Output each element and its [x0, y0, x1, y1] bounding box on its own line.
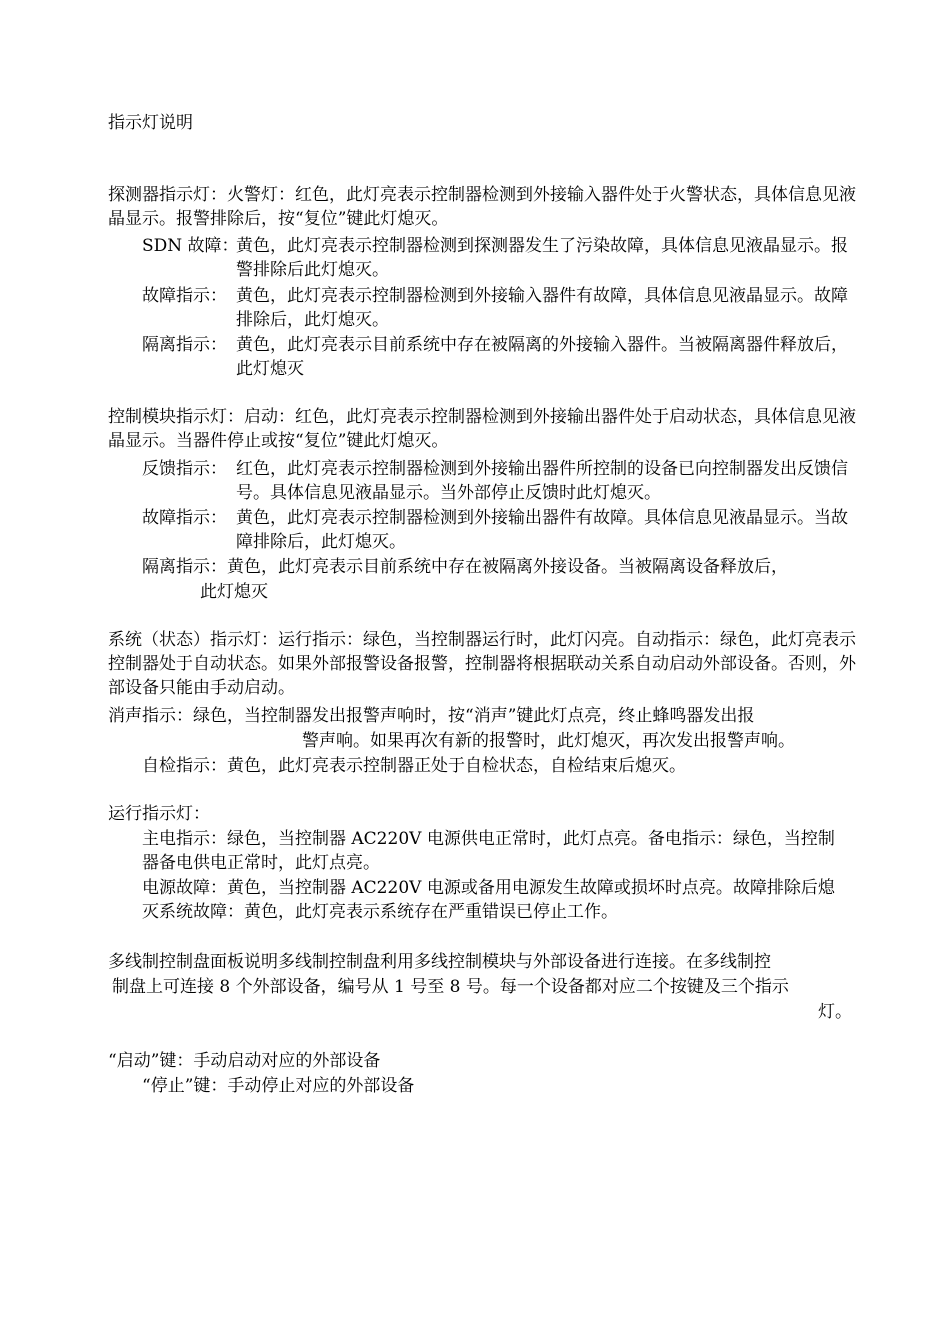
module-fault-label: 故障指示：: [142, 508, 227, 528]
detector-fault-text: 黄色，此灯亮表示控制器检测到外接输入器件有故障，具体信息见液晶显示。故障排除后，此灯熄灭。: [236, 286, 848, 330]
page-title: 指示灯说明: [108, 113, 193, 133]
detector-sdn-text: 黄色，此灯亮表示控制器检测到探测器发生了污染故障，具体信息见液晶显示。报警排除后此灯熄灭。: [236, 236, 848, 280]
system-selftest: 自检指示：黄色，此灯亮表示控制器正处于自检状态，自检结束后熄灭。: [142, 756, 686, 776]
system-mute-line1: 消声指示：绿色，当控制器发出报警声响时，按“消声”键此灯点亮，终止蜂鸣器发出报: [108, 706, 755, 726]
detector-paragraph: 探测器指示灯：火警灯：红色，此灯亮表示控制器检测到外接输入器件处于火警状态，具体信息见液晶显示。报警排除后，按“复位”键此灯熄灭。: [108, 185, 856, 229]
start-key-description: “启动”键：手动启动对应的外部设备: [108, 1051, 381, 1071]
multiline-line1: 多线制控制盘面板说明多线制控制盘利用多线控制模块与外部设备进行连接。在多线制控: [108, 952, 771, 972]
stop-key-description: “停止”键：手动停止对应的外部设备: [142, 1076, 415, 1096]
system-mute-line2: 警声响。如果再次有新的报警时，此灯熄灭，再次发出报警声响。: [302, 731, 795, 751]
detector-sdn-label: SDN 故障：: [142, 236, 239, 256]
detector-fault-label: 故障指示：: [142, 286, 227, 306]
module-feedback-label: 反馈指示：: [142, 459, 227, 479]
multiline-line3: 灯。: [818, 1002, 852, 1022]
power-heading: 运行指示灯：: [108, 804, 210, 824]
module-isolate-line1: 隔离指示：黄色，此灯亮表示目前系统中存在被隔离外接设备。当被隔离设备释放后，: [142, 557, 788, 577]
power-main: 主电指示：绿色，当控制器 AC220V 电源供电正常时，此灯点亮。备电指示：绿色，当控制器备电供电正常时，此灯点亮。: [142, 829, 835, 873]
detector-isolate-text: 黄色，此灯亮表示目前系统中存在被隔离的外接输入器件。当被隔离器件释放后，此灯熄灭: [236, 335, 848, 379]
detector-isolate-label: 隔离指示：: [142, 335, 227, 355]
power-fault: 电源故障：黄色，当控制器 AC220V 电源或备用电源发生故障或损坏时点亮。故障排除后熄灭系统故障：黄色，此灯亮表示系统存在严重错误已停止工作。: [142, 878, 835, 922]
multiline-line2: 制盘上可连接 8 个外部设备，编号从 1 号至 8 号。每一个设备都对应二个按键及三个指示: [112, 977, 789, 997]
module-feedback-text: 红色，此灯亮表示控制器检测到外接输出器件所控制的设备已向控制器发出反馈信号。具体信息见液晶显示。当外部停止反馈时此灯熄灭。: [236, 459, 848, 503]
module-fault-text: 黄色，此灯亮表示控制器检测到外接输出器件有故障。具体信息见液晶显示。当故障排除后，此灯熄灭。: [236, 508, 848, 552]
module-paragraph: 控制模块指示灯：启动：红色，此灯亮表示控制器检测到外接输出器件处于启动状态，具体信息见液晶显示。当器件停止或按“复位”键此灯熄灭。: [108, 407, 856, 451]
system-paragraph: 系统（状态）指示灯：运行指示：绿色，当控制器运行时，此灯闪亮。自动指示：绿色，此灯亮表示控制器处于自动状态。如果外部报警设备报警，控制器将根据联动关系自动启动外部设备。否则，外部设备只能由手动启动。: [108, 630, 856, 698]
module-isolate-line2: 此灯熄灭: [200, 582, 268, 602]
